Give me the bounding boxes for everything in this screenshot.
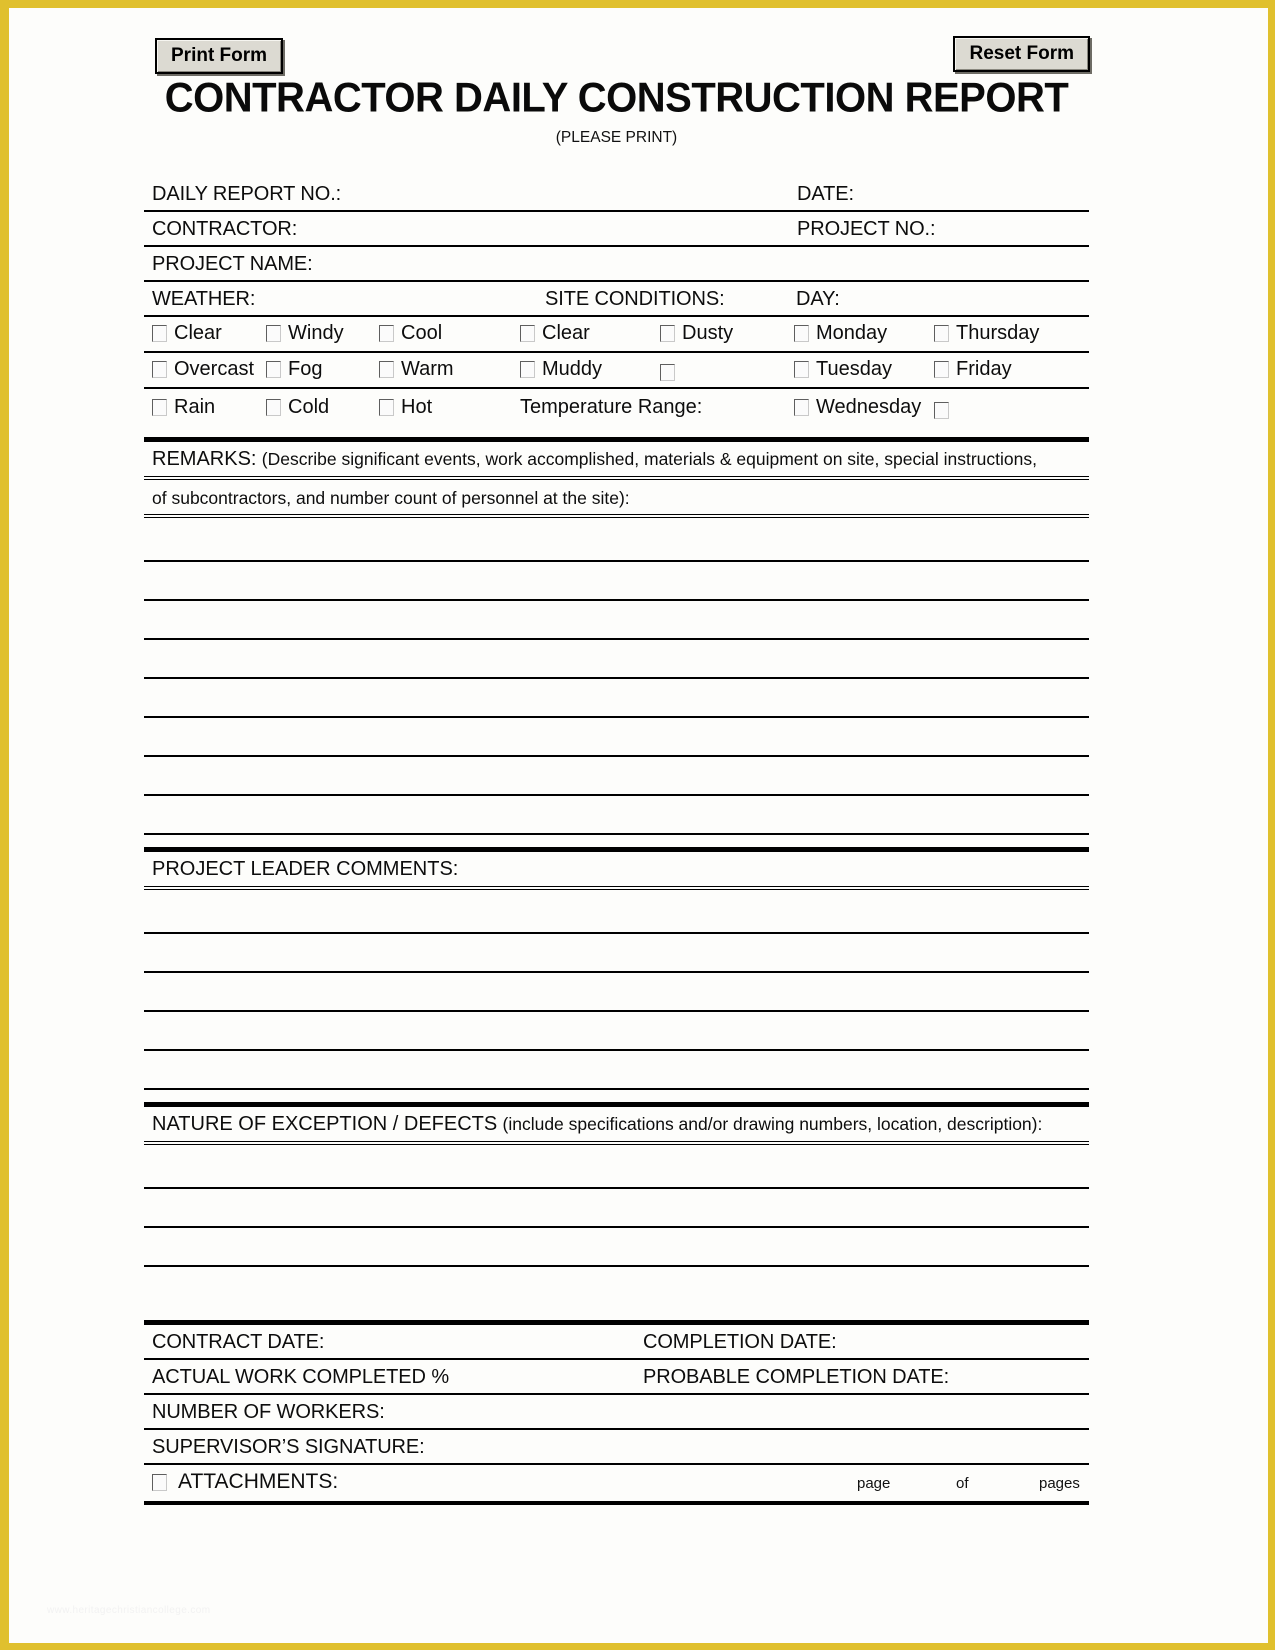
page-title: CONTRACTOR DAILY CONSTRUCTION REPORT	[164, 74, 1069, 122]
checkbox-attachments[interactable]	[152, 1470, 338, 1494]
checkbox-weather-cool[interactable]	[379, 322, 442, 345]
project-leader-line[interactable]	[144, 1051, 1089, 1090]
checkbox-site-blank[interactable]	[660, 364, 682, 381]
remarks-line[interactable]	[144, 718, 1089, 757]
checkbox-weather-clear[interactable]	[152, 322, 222, 345]
checkbox-label: Clear	[174, 322, 222, 344]
checkbox-label: Tuesday	[816, 358, 892, 380]
remarks-line[interactable]	[144, 679, 1089, 718]
checkbox-icon[interactable]	[152, 1474, 167, 1491]
checkbox-icon[interactable]	[660, 364, 675, 381]
checkbox-icon[interactable]	[379, 361, 394, 378]
checkbox-label: Dusty	[682, 322, 734, 344]
checkbox-icon[interactable]	[934, 402, 949, 419]
checkbox-label: Thursday	[956, 322, 1040, 344]
checkbox-label: Cool	[401, 322, 443, 344]
watermark: www.heritagechristiancollege.com	[47, 1605, 211, 1616]
checkbox-icon[interactable]	[379, 399, 394, 416]
checkbox-icon[interactable]	[934, 361, 949, 378]
checkbox-icon[interactable]	[794, 361, 809, 378]
checkbox-icon[interactable]	[266, 325, 281, 342]
checkbox-icon[interactable]	[379, 325, 394, 342]
exception-line[interactable]	[144, 1145, 1089, 1189]
checkbox-day-blank[interactable]	[934, 402, 956, 419]
checkbox-day-wednesday[interactable]	[794, 396, 921, 419]
row-actual-work-completed[interactable]	[144, 1360, 1089, 1395]
checkbox-icon[interactable]	[152, 325, 167, 342]
form-sheet	[144, 18, 1089, 1505]
remarks-line[interactable]	[144, 757, 1089, 796]
row-supervisor-signature[interactable]	[144, 1430, 1089, 1465]
actual-work-completed-label: ACTUAL WORK COMPLETED %	[152, 1366, 449, 1388]
contractor-label: CONTRACTOR:	[152, 218, 298, 240]
reset-form-button[interactable]: Reset Form	[953, 36, 1090, 72]
checkbox-weather-hot[interactable]	[379, 396, 432, 419]
condition-row-3	[144, 389, 1089, 425]
supervisor-signature-label: SUPERVISOR’S SIGNATURE:	[152, 1436, 425, 1458]
checkbox-label: Hot	[401, 396, 433, 418]
checkbox-label: Wednesday	[816, 396, 922, 418]
checkbox-label: Friday	[956, 358, 1012, 380]
date-label: DATE:	[797, 183, 854, 205]
checkbox-icon[interactable]	[660, 325, 675, 342]
checkbox-day-thursday[interactable]	[934, 322, 1039, 345]
checkbox-icon[interactable]	[266, 399, 281, 416]
checkbox-label: Rain	[174, 396, 216, 418]
checkbox-label: Fog	[288, 358, 323, 380]
remarks-line[interactable]	[144, 518, 1089, 562]
probable-completion-date-label: PROBABLE COMPLETION DATE:	[643, 1366, 950, 1388]
exception-line[interactable]	[144, 1267, 1089, 1306]
exception-line[interactable]	[144, 1228, 1089, 1267]
checkbox-weather-overcast[interactable]	[152, 358, 254, 381]
row-condition-headings	[144, 282, 1089, 317]
site-conditions-heading: SITE CONDITIONS:	[545, 288, 725, 310]
form-toolbar	[144, 18, 1089, 70]
remarks-detail-line2: of subcontractors, and number count of personnel at the site):	[152, 488, 630, 508]
page-subtitle: (PLEASE PRINT)	[555, 129, 678, 146]
checkbox-icon[interactable]	[794, 325, 809, 342]
checkbox-label: Windy	[288, 322, 344, 344]
project-leader-line[interactable]	[144, 973, 1089, 1012]
project-leader-line[interactable]	[144, 934, 1089, 973]
remarks-label: REMARKS:	[152, 448, 257, 470]
checkbox-day-monday[interactable]	[794, 322, 887, 345]
checkbox-site-clear[interactable]	[520, 322, 590, 345]
row-project-name[interactable]	[144, 247, 1089, 282]
day-heading: DAY:	[796, 288, 840, 310]
checkbox-weather-warm[interactable]	[379, 358, 454, 381]
checkbox-site-dusty[interactable]	[660, 322, 733, 345]
checkbox-weather-rain[interactable]	[152, 396, 215, 419]
remarks-line[interactable]	[144, 601, 1089, 640]
remarks-detail: (Describe significant events, work accomplished, materials & equipment on site, special instructions,	[261, 449, 1037, 469]
project-leader-line[interactable]	[144, 1012, 1089, 1051]
condition-row-2	[144, 353, 1089, 389]
checkbox-day-tuesday[interactable]	[794, 358, 892, 381]
checkbox-icon[interactable]	[934, 325, 949, 342]
completion-date-label: COMPLETION DATE:	[643, 1331, 837, 1353]
attachments-label: ATTACHMENTS:	[178, 1470, 339, 1493]
checkbox-icon[interactable]	[152, 361, 167, 378]
row-attachments[interactable]	[144, 1465, 1089, 1505]
checkbox-weather-fog[interactable]	[266, 358, 322, 381]
checkbox-icon[interactable]	[520, 325, 535, 342]
checkbox-label: Monday	[816, 322, 888, 344]
contract-date-label: CONTRACT DATE:	[152, 1331, 325, 1353]
exception-line[interactable]	[144, 1189, 1089, 1228]
checkbox-label: Muddy	[542, 358, 603, 380]
row-daily-report-no[interactable]	[144, 177, 1089, 212]
checkbox-icon[interactable]	[266, 361, 281, 378]
condition-row-1	[144, 317, 1089, 353]
number-of-workers-label: NUMBER OF WORKERS:	[152, 1401, 385, 1423]
checkbox-day-friday[interactable]	[934, 358, 1012, 381]
checkbox-icon[interactable]	[520, 361, 535, 378]
checkbox-site-muddy[interactable]	[520, 358, 602, 381]
checkbox-label: Warm	[401, 358, 454, 380]
weather-heading: WEATHER:	[152, 288, 256, 310]
remarks-line[interactable]	[144, 562, 1089, 601]
checkbox-label: Overcast	[174, 358, 255, 380]
print-form-button[interactable]: Print Form	[155, 38, 283, 74]
remarks-heading	[144, 442, 1089, 480]
project-no-label: PROJECT NO.:	[797, 218, 936, 240]
project-leader-line[interactable]	[144, 890, 1089, 934]
row-number-of-workers[interactable]	[144, 1395, 1089, 1430]
remarks-heading-line2	[144, 480, 1089, 518]
temperature-range-label: Temperature Range:	[520, 396, 703, 418]
checkbox-icon[interactable]	[152, 399, 167, 416]
checkbox-icon[interactable]	[794, 399, 809, 416]
row-contractor[interactable]	[144, 212, 1089, 247]
checkbox-label: Clear	[542, 322, 590, 344]
project-leader-label: PROJECT LEADER COMMENTS:	[152, 858, 459, 880]
checkbox-weather-windy[interactable]	[266, 322, 344, 345]
remarks-line[interactable]	[144, 796, 1089, 835]
of-word-label: of	[956, 1475, 969, 1492]
checkbox-weather-cold[interactable]	[266, 396, 329, 419]
page-word-label: page	[857, 1475, 891, 1492]
exception-label: NATURE OF EXCEPTION / DEFECTS	[152, 1113, 498, 1135]
daily-report-no-label: DAILY REPORT NO.:	[152, 183, 342, 205]
project-leader-heading	[144, 852, 1089, 890]
exception-heading	[144, 1107, 1089, 1145]
pages-word-label: pages	[1039, 1475, 1080, 1492]
checkbox-label: Cold	[288, 396, 330, 418]
exception-detail: (include specifications and/or drawing numbers, location, description):	[502, 1114, 1043, 1134]
remarks-line[interactable]	[144, 640, 1089, 679]
project-name-label: PROJECT NAME:	[152, 253, 313, 275]
row-contract-date[interactable]	[144, 1325, 1089, 1360]
